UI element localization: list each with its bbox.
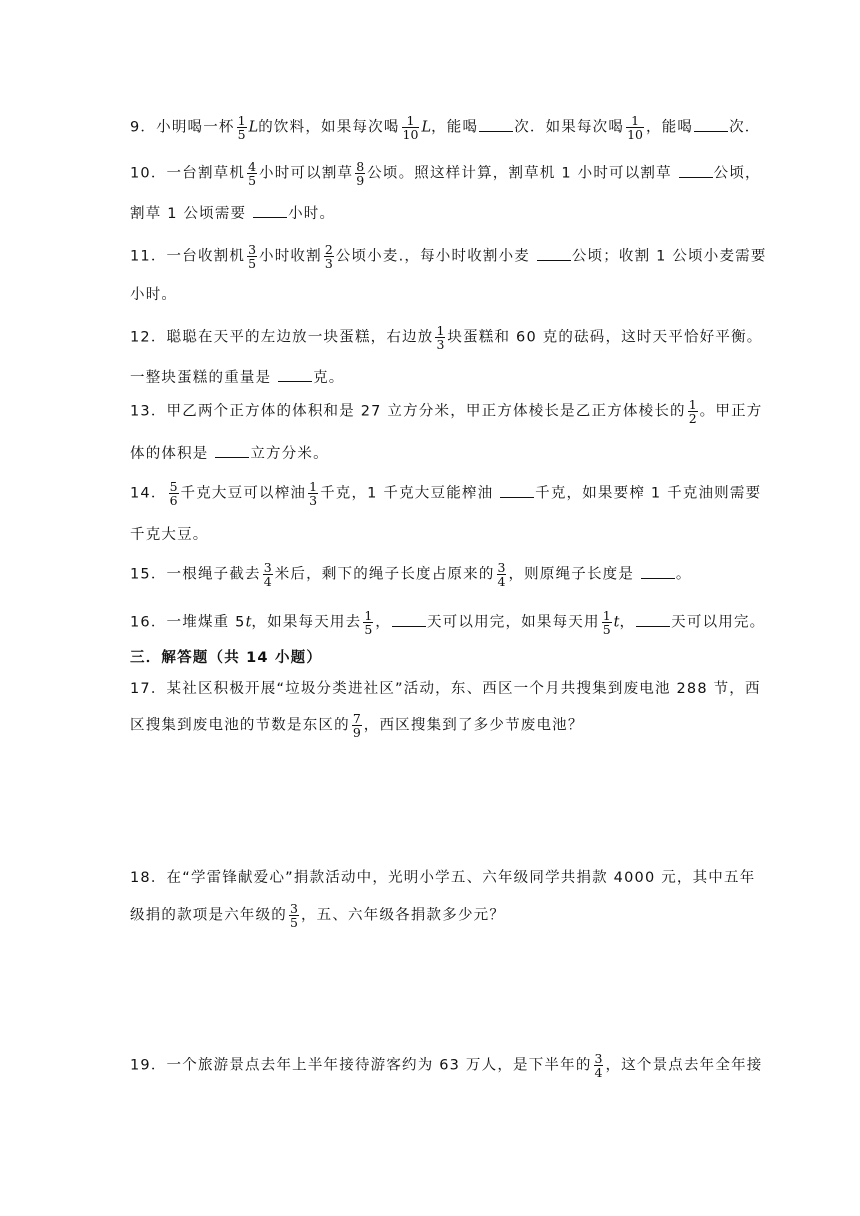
question-14: 14． $\frac{5}{6}$ 千克大豆可以榨油 $\frac{1}{3}$ 千克，1 千克大豆能榨油 千克，如果要榨 1 千克油则需要 xyxy=(130,479,762,508)
answer-blank[interactable] xyxy=(537,246,571,261)
answer-blank[interactable] xyxy=(278,367,312,382)
answer-blank[interactable] xyxy=(500,483,534,498)
fraction: $\frac{1}{3}$ xyxy=(436,323,445,352)
question-14-line2: 千克大豆。 xyxy=(130,527,209,543)
fraction: $\frac{1}{3}$ xyxy=(309,479,318,508)
q9-text: 9．小明喝一杯 xyxy=(130,119,235,136)
question-13: 13．甲乙两个正方体的体积和是 27 立方分米，甲正方体棱长是乙正方体棱长的 $\frac{1}{2}$ 。甲正方 xyxy=(130,397,763,426)
fraction: $\frac{5}{6}$ xyxy=(169,479,178,508)
answer-blank[interactable] xyxy=(479,117,513,132)
question-10: 10．一台割草机 $\frac{4}{5}$ 小时可以割草 $\frac{8}{9}$ 公顷。照这样计算，割草机 1 小时可以割草 公顷， xyxy=(130,159,761,188)
answer-blank[interactable] xyxy=(636,612,670,627)
fraction: $\frac{3}{4}$ xyxy=(497,560,506,589)
fraction: $\frac{3}{4}$ xyxy=(263,560,272,589)
question-15: 15．一根绳子截去 $\frac{3}{4}$ 米后，剩下的绳子长度占原来的 $\frac{3}{4}$ ，则原绳子长度是 。 xyxy=(130,560,692,589)
fraction: $\frac{1}{10}$ xyxy=(627,113,643,142)
fraction: $\frac{7}{9}$ xyxy=(352,711,361,740)
fraction: $\frac{8}{9}$ xyxy=(356,159,365,188)
fraction: $\frac{1}{5}$ xyxy=(364,608,373,637)
fraction: $\frac{3}{4}$ xyxy=(594,1051,603,1080)
question-11-line2: 小时。 xyxy=(130,287,178,303)
question-11: 11．一台收割机 $\frac{3}{5}$ 小时收割 $\frac{2}{3}$ 公顷小麦.，每小时收割小麦 公顷；收割 1 公顷小麦需要 xyxy=(130,242,767,271)
answer-blank[interactable] xyxy=(215,443,249,458)
fraction: $\frac{1}{10}$ xyxy=(402,113,419,142)
question-9: 9．小明喝一杯 $\frac{1}{5}$ L的饮料，如果每次喝 $\frac{1}{10}$ L，能喝 次．如果每次喝 $\frac{1}{10}$ ，能喝 次． xyxy=(130,113,761,142)
section-heading: 三．解答题（共 14 小题） xyxy=(130,650,323,666)
fraction: $\frac{1}{5}$ xyxy=(602,608,611,637)
answer-blank[interactable] xyxy=(641,564,675,579)
fraction: $\frac{4}{5}$ xyxy=(248,159,257,188)
question-12: 12．聪聪在天平的左边放一块蛋糕，右边放 $\frac{1}{3}$ 块蛋糕和 60 克的砝码，这时天平恰好平衡。 xyxy=(130,323,763,352)
question-17: 17．某社区积极开展“垃圾分类进社区”活动，东、西区一个月共搜集到废电池 288 节，西 xyxy=(130,681,761,697)
question-19: 19．一个旅游景点去年上半年接待游客约为 63 万人，是下半年的 $\frac{3}{4}$ ，这个景点去年全年接 xyxy=(130,1051,763,1080)
answer-blank[interactable] xyxy=(694,117,728,132)
question-10-line2: 割草 1 公顷需要 小时。 xyxy=(130,203,335,224)
fraction: $\frac{2}{3}$ xyxy=(324,242,333,271)
question-18: 18．在“学雷锋献爱心”捐款活动中，光明小学五、六年级同学共捐款 4000 元，其中五年 xyxy=(130,870,756,886)
question-17-line2: 区搜集到废电池的节数是东区的 $\frac{7}{9}$ ，西区搜集到了多少节废电池？ xyxy=(130,711,584,740)
question-12-line2: 一整块蛋糕的重量是 克。 xyxy=(130,367,345,388)
fraction: $\frac{1}{2}$ xyxy=(688,397,697,426)
fraction: $\frac{1}{5}$ xyxy=(237,113,246,142)
fraction: $\frac{3}{5}$ xyxy=(248,242,257,271)
question-18-line2: 级捐的款项是六年级的 $\frac{3}{5}$ ，五、六年级各捐款多少元？ xyxy=(130,901,506,930)
answer-blank[interactable] xyxy=(392,612,426,627)
answer-blank[interactable] xyxy=(253,203,287,218)
fraction: $\frac{3}{5}$ xyxy=(290,901,298,930)
answer-blank[interactable] xyxy=(679,163,713,178)
question-16: 16．一堆煤重 5t，如果每天用去 $\frac{1}{5}$ ， 天可以用完，如果每天用 $\frac{1}{5}$ t， 天可以用完。 xyxy=(130,608,766,637)
question-13-line2: 体的体积是 立方分米。 xyxy=(130,443,329,464)
